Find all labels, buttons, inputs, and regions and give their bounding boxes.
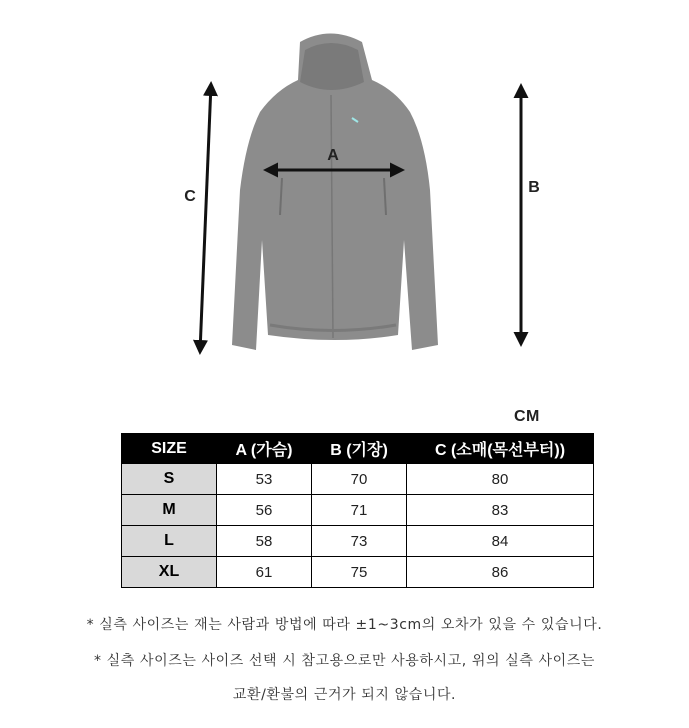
sleeve-cell: 84 xyxy=(407,526,594,557)
length-cell: 73 xyxy=(312,526,407,557)
table-row xyxy=(122,557,594,588)
dimension-a-label: A xyxy=(327,147,339,164)
size-cell: S xyxy=(122,464,217,495)
table-row xyxy=(122,464,594,495)
chest-cell: 58 xyxy=(217,526,312,557)
table-row xyxy=(122,526,594,557)
dimension-b-label: B xyxy=(528,179,540,196)
header-a-chest: A (가슴) xyxy=(217,434,312,464)
sleeve-cell: 86 xyxy=(407,557,594,588)
length-cell: 71 xyxy=(312,495,407,526)
dimension-c-arrow xyxy=(200,84,211,352)
header-b-length: B (기장) xyxy=(312,434,407,464)
unit-label: CM xyxy=(514,408,540,425)
sleeve-cell: 83 xyxy=(407,495,594,526)
exchange-note: 교환/환불의 근거가 되지 않습니다. xyxy=(232,687,457,703)
dimension-c-label: C xyxy=(184,188,196,205)
chest-cell: 61 xyxy=(217,557,312,588)
header-c-sleeve: C (소매(목선부터)) xyxy=(407,434,594,464)
header-size: SIZE xyxy=(122,434,217,464)
sleeve-cell: 80 xyxy=(407,464,594,495)
table-row xyxy=(122,495,594,526)
measurement-note: * 실측 사이즈는 재는 사람과 방법에 따라 ±1~3cm의 오차가 있을 수 있습니다. xyxy=(86,617,603,633)
size-cell: M xyxy=(122,495,217,526)
size-cell: L xyxy=(122,526,217,557)
table-header-row xyxy=(122,434,594,464)
reference-note: * 실측 사이즈는 사이즈 선택 시 참고용으로만 사용하시고, 위의 실측 사이즈는 xyxy=(94,653,595,669)
size-table xyxy=(121,433,594,588)
chest-cell: 56 xyxy=(217,495,312,526)
chest-cell: 53 xyxy=(217,464,312,495)
jacket-image xyxy=(232,34,438,351)
length-cell: 75 xyxy=(312,557,407,588)
size-cell: XL xyxy=(122,557,217,588)
length-cell: 70 xyxy=(312,464,407,495)
